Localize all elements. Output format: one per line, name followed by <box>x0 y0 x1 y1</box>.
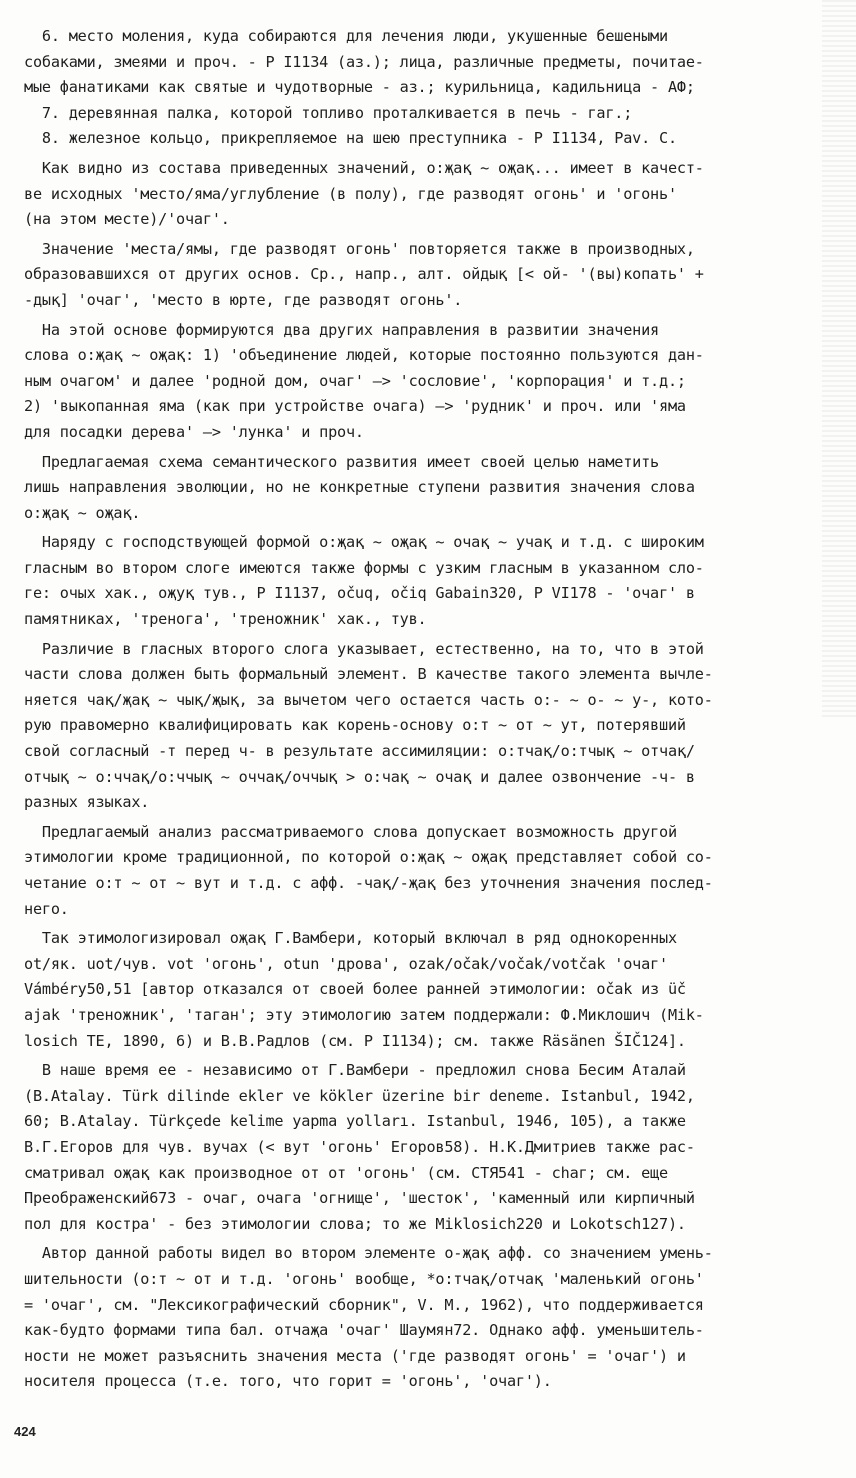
text-line: мые фанатиками как святые и чудотворные - аз.; курильница, кадильница - АФ; <box>24 78 695 97</box>
text-line: Преображенский673 - очаг, очага 'огнище', 'шесток', 'каменный или кирпичный <box>24 1189 695 1208</box>
text-line: разных языках. <box>24 793 150 812</box>
text-line: Различие в гласных второго слога указывает, естественно, на то, что в этой <box>24 639 704 658</box>
text-line: Как видно из состава приведенных значений, о:җақ ~ оҗақ... имеет в качест- <box>24 158 704 177</box>
text-line: рую правомерно квалифицировать как корень-основу о:т ~ от ~ ут, потерявший <box>24 716 686 735</box>
text-line: для посадки дерева' —> 'лунка' и проч. <box>24 422 364 441</box>
text-line: как-будто формами типа бал. отчаҗа 'очаг' Шаумян72. Однако афф. уменьшитель- <box>24 1321 704 1340</box>
paragraph <box>24 530 834 632</box>
text-line: losich TE, 1890, 6) и В.В.Радлов (см. Р I1134); см. также Räsänen ŠIČ124]. <box>24 1031 686 1050</box>
paragraph <box>24 1058 834 1237</box>
paragraph <box>24 637 834 816</box>
text-line: 7. деревянная палка, которой топливо проталкивается в печь - гаг.; <box>24 103 633 122</box>
text-line: -дық] 'очаг', 'место в юрте, где разводят огонь'. <box>24 290 463 309</box>
text-line: гласным во втором слоге имеются также формы с узким гласным в указанном сло- <box>24 558 704 577</box>
text-line: носителя процесса (т.е. того, что горит = 'огонь', 'очаг'). <box>24 1372 552 1391</box>
text-line: Предлагаемая схема семантического развития имеет своей целью наметить <box>24 452 659 471</box>
text-line: ajak 'треножник', 'таган'; эту этимологию затем поддержали: Ф.Миклошич (Mik- <box>24 1005 704 1024</box>
text-line: Vámbéry50,51 [автор отказался от своей более ранней этимологии: očak из üč <box>24 980 686 999</box>
text-line: него. <box>24 899 69 918</box>
paragraph <box>24 318 834 446</box>
text-line: ности не может разъяснить значения места ('где разводят огонь' = 'очаг') и <box>24 1346 686 1365</box>
paragraph <box>24 156 834 233</box>
text-line: Наряду с господствующей формой о:җақ ~ оҗақ ~ очақ ~ учақ и т.д. с широким <box>24 533 704 552</box>
text-line: (B.Atalay. Türk dilinde ekler ve kökler üzerine bir deneme. Istanbul, 1942, <box>24 1086 695 1105</box>
text-line: = 'очаг', см. "Лексикографический сборник", V. М., 1962), что поддерживается <box>24 1295 704 1314</box>
text-line: 8. железное кольцо, прикрепляемое на шею преступника - Р I1134, Pav. C. <box>24 129 677 148</box>
text-line: лишь направления эволюции, но не конкретные ступени развития значения слова <box>24 478 695 497</box>
text-line: образовавшихся от других основ. Ср., напр., алт. ойдық [< ой- '(вы)копать' + <box>24 265 704 284</box>
text-line: пол для костра' - без этимологии слова; то же Miklosich220 и Lokotsch127). <box>24 1214 686 1233</box>
text-line: слова о:җақ ~ оҗақ: 1) 'объединение людей, которые постоянно пользуются дан- <box>24 346 704 365</box>
text-line: Значение 'места/ямы, где разводят огонь' повторяется также в производных, <box>24 239 695 258</box>
page-number: 424 <box>14 1424 36 1439</box>
text-line: Предлагаемый анализ рассматриваемого слова допускает возможность другой <box>24 822 677 841</box>
paragraph <box>24 926 834 1054</box>
paragraph <box>24 237 834 314</box>
text-line: В.Г.Егоров для чув. вучах (< вут 'огонь' Егоров58). Н.К.Дмитриев также рас- <box>24 1137 695 1156</box>
text-line: (на этом месте)/'очаг'. <box>24 210 230 229</box>
text-line: ве исходных 'место/яма/углубление (в полу), где разводят огонь' и 'огонь' <box>24 184 677 203</box>
text-line: свой согласный -т перед ч- в результате ассимиляции: о:тчақ/о:тчық ~ отчақ/ <box>24 742 695 761</box>
text-line: Автор данной работы видел во втором элементе о-җақ афф. со значением умень- <box>24 1244 713 1263</box>
paragraph <box>24 820 834 922</box>
body-text <box>24 24 834 1395</box>
text-line: ге: очых хак., оҗуқ тув., Р I1137, očuq, očiq Gabain320, Р VI178 - 'очаг' в <box>24 584 695 603</box>
paragraph <box>24 24 834 152</box>
text-line: Так этимологизировал оҗақ Г.Вамбери, который включал в ряд однокоренных <box>24 929 677 948</box>
text-line: отчық ~ о:ччақ/о:ччық ~ оччақ/оччық > о:чақ ~ очақ и далее озвончение -ч- в <box>24 767 695 786</box>
text-line: сматривал оҗақ как производное от от 'огонь' (см. СТЯ541 - сһаг; см. еще <box>24 1163 668 1182</box>
text-line: 2) 'выкопанная яма (как при устройстве очага) —> 'рудник' и проч. или 'яма <box>24 397 686 416</box>
text-line: 60; B.Atalay. Türkçede kelime yapma yolları. Istanbul, 1946, 105), а также <box>24 1112 686 1131</box>
text-line: ot/як. uot/чув. vot 'огонь', otun 'дрова', ozak/očak/vočak/votčak 'очаг' <box>24 954 668 973</box>
text-line: четание о:т ~ от ~ вут и т.д. с афф. -чақ/-җақ без уточнения значения послед- <box>24 874 713 892</box>
text-line: этимологии кроме традиционной, по которой о:җақ ~ оҗақ представляет собой со- <box>24 848 713 867</box>
text-line: ным очагом' и далее 'родной дом, очаг' —> 'сословие', 'корпорация' и т.д.; <box>24 371 686 390</box>
text-line: няется чақ/җақ ~ чық/җық, за вычетом чего остается часть о:- ~ о- ~ у-, кото- <box>24 690 713 709</box>
paragraph <box>24 450 834 527</box>
text-line: собаками, змеями и проч. - Р I1134 (аз.); лица, различные предметы, почитае- <box>24 52 704 71</box>
text-line: 6. место моления, куда собираются для лечения люди, укушенные бешеными <box>24 27 668 45</box>
text-line: памятниках, 'тренога', 'треножник' хак., тув. <box>24 610 427 629</box>
text-line: На этой основе формируются два других направления в развитии значения <box>24 320 659 339</box>
text-line: шительности (о:т ~ от и т.д. 'огонь' вообще, *о:тчақ/отчақ 'маленький огонь' <box>24 1269 704 1288</box>
text-line: о:җақ ~ оҗақ. <box>24 503 141 522</box>
text-line: В наше время ее - независимо от Г.Вамбери - предложил снова Бесим Аталай <box>24 1061 686 1080</box>
paragraph <box>24 1241 834 1395</box>
text-line: части слова должен быть формальный элемент. В качестве такого элемента вычле- <box>24 665 713 684</box>
